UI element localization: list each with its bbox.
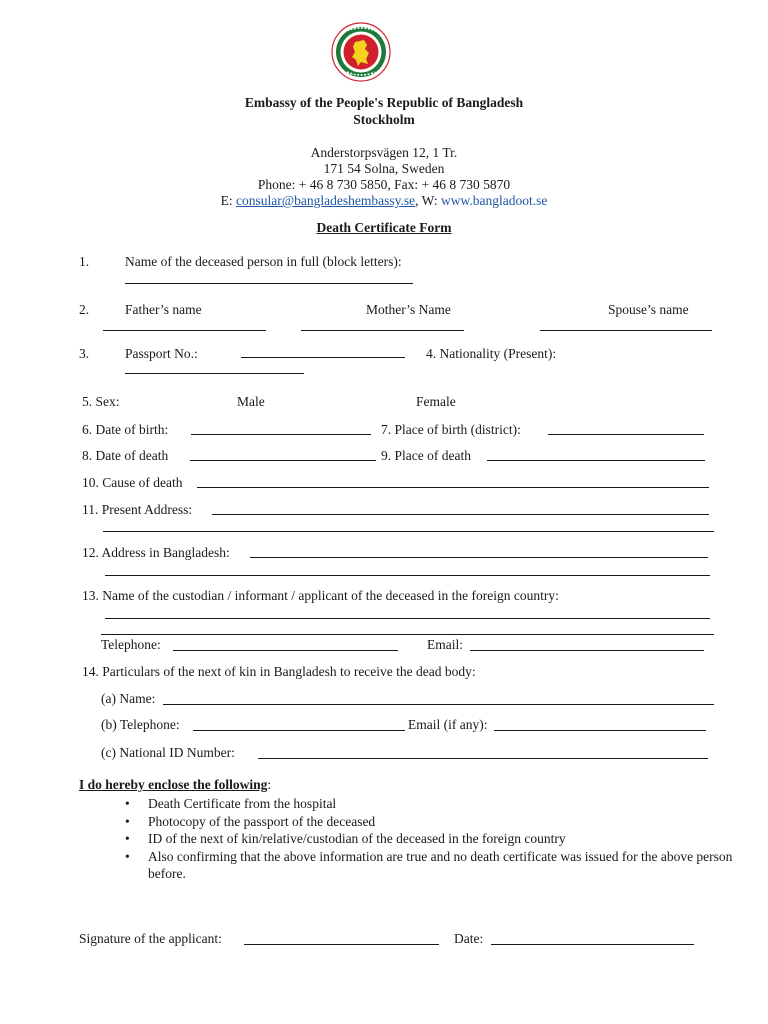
kin-telephone-field[interactable] xyxy=(193,730,405,731)
q1-number: 1. xyxy=(79,254,90,269)
custodian-name-field[interactable] xyxy=(105,618,710,619)
email-link[interactable]: consular@bangladeshembassy.se xyxy=(236,193,416,208)
website-link[interactable]: www.bangladoot.se xyxy=(441,193,548,208)
kin-name-field[interactable] xyxy=(163,704,714,705)
pod-field[interactable] xyxy=(487,460,705,461)
form-title: Death Certificate Form xyxy=(316,220,452,235)
bullet-icon: • xyxy=(125,831,130,846)
government-seal-icon xyxy=(331,22,391,82)
kin-email-field[interactable] xyxy=(494,730,706,731)
cause-field[interactable] xyxy=(197,487,709,488)
custodian-telephone-field[interactable] xyxy=(173,650,398,651)
dob-label: 6. Date of birth: xyxy=(82,422,169,437)
bullet-icon: • xyxy=(125,813,130,829)
dod-label: 8. Date of death xyxy=(82,448,169,463)
enclosure-item xyxy=(120,848,733,883)
kin-email-label: Email (if any): xyxy=(408,717,488,732)
pob-label: 7. Place of birth (district): xyxy=(381,422,521,437)
passport-field[interactable] xyxy=(241,357,405,358)
sex-label: 5. Sex: xyxy=(82,394,120,409)
enclosure-item xyxy=(120,830,720,848)
enclosure-item-text: Also confirming that the above information are true and no death certificate was issued for the above person before. xyxy=(148,848,733,881)
dob-field[interactable] xyxy=(191,434,371,435)
father-name-label: Father’s name xyxy=(125,302,202,317)
custodian-label: 13. Name of the custodian / informant / applicant of the deceased in the foreign country: xyxy=(82,588,559,603)
kin-label: 14. Particulars of the next of kin in Bangladesh to receive the dead body: xyxy=(82,664,476,679)
kin-telephone-label: (b) Telephone: xyxy=(101,717,180,732)
web-prefix: , W: xyxy=(415,193,442,208)
embassy-city: Stockholm xyxy=(353,112,415,127)
contact-line xyxy=(0,193,768,209)
kin-name-label: (a) Name: xyxy=(101,691,156,706)
custodian-email-label: Email: xyxy=(427,637,463,652)
passport-label: Passport No.: xyxy=(125,346,198,361)
present-address-label: 11. Present Address: xyxy=(82,502,193,517)
date-field[interactable] xyxy=(491,944,694,945)
bullet-icon: • xyxy=(125,848,130,864)
bd-address-field-2[interactable] xyxy=(105,575,710,576)
email-prefix: E: xyxy=(220,193,236,208)
nationality-field[interactable] xyxy=(125,373,304,374)
bd-address-field-1[interactable] xyxy=(250,557,708,558)
spouse-name-label: Spouse’s name xyxy=(608,302,689,317)
address-line-1: Anderstorpsvägen 12, 1 Tr. xyxy=(310,145,458,160)
q1-name-field[interactable] xyxy=(125,283,413,284)
spouse-name-field[interactable] xyxy=(540,330,712,331)
date-label: Date: xyxy=(454,931,484,946)
phone-fax: Phone: + 46 8 730 5850, Fax: + 46 8 730 5870 xyxy=(257,177,511,192)
bd-address-label: 12. Address in Bangladesh: xyxy=(82,545,230,560)
q2-number: 2. xyxy=(79,302,90,317)
pod-label: 9. Place of death xyxy=(381,448,471,463)
q1-label: Name of the deceased person in full (block letters): xyxy=(125,254,402,269)
enclosure-item-text: ID of the next of kin/relative/custodian of the deceased in the foreign country xyxy=(148,831,566,846)
enclosure-heading-text: I do hereby enclose the following xyxy=(79,777,268,792)
mother-name-field[interactable] xyxy=(301,330,464,331)
cause-label: 10. Cause of death xyxy=(82,475,183,490)
custodian-telephone-label: Telephone: xyxy=(101,637,161,652)
present-address-field-2[interactable] xyxy=(103,531,714,532)
kin-nid-label: (c) National ID Number: xyxy=(101,745,235,760)
address-line-2: 171 54 Solna, Sweden xyxy=(323,161,445,176)
pob-field[interactable] xyxy=(548,434,704,435)
sex-option-female[interactable]: Female xyxy=(416,394,456,409)
bullet-icon: • xyxy=(125,796,130,811)
mother-name-label: Mother’s Name xyxy=(366,302,451,317)
enclosure-list xyxy=(120,795,733,883)
present-address-field-1[interactable] xyxy=(212,514,709,515)
kin-nid-field[interactable] xyxy=(258,758,708,759)
father-name-field[interactable] xyxy=(103,330,266,331)
signature-field[interactable] xyxy=(244,944,439,945)
enclosure-item xyxy=(120,813,720,831)
enclosure-item-text: Death Certificate from the hospital xyxy=(148,796,337,811)
custodian-name-field-2[interactable] xyxy=(101,634,714,635)
dod-field[interactable] xyxy=(190,460,376,461)
q3-number: 3. xyxy=(79,346,90,361)
signature-label: Signature of the applicant: xyxy=(79,931,222,946)
enclosure-heading-colon: : xyxy=(267,777,272,792)
sex-option-male[interactable]: Male xyxy=(237,394,265,409)
enclosure-item xyxy=(120,795,720,813)
nationality-label: 4. Nationality (Present): xyxy=(426,346,557,361)
enclosure-heading xyxy=(79,777,271,793)
custodian-email-field[interactable] xyxy=(470,650,704,651)
embassy-name: Embassy of the People's Republic of Bangladesh xyxy=(244,95,524,110)
enclosure-item-text: Photocopy of the passport of the deceased xyxy=(148,813,376,829)
